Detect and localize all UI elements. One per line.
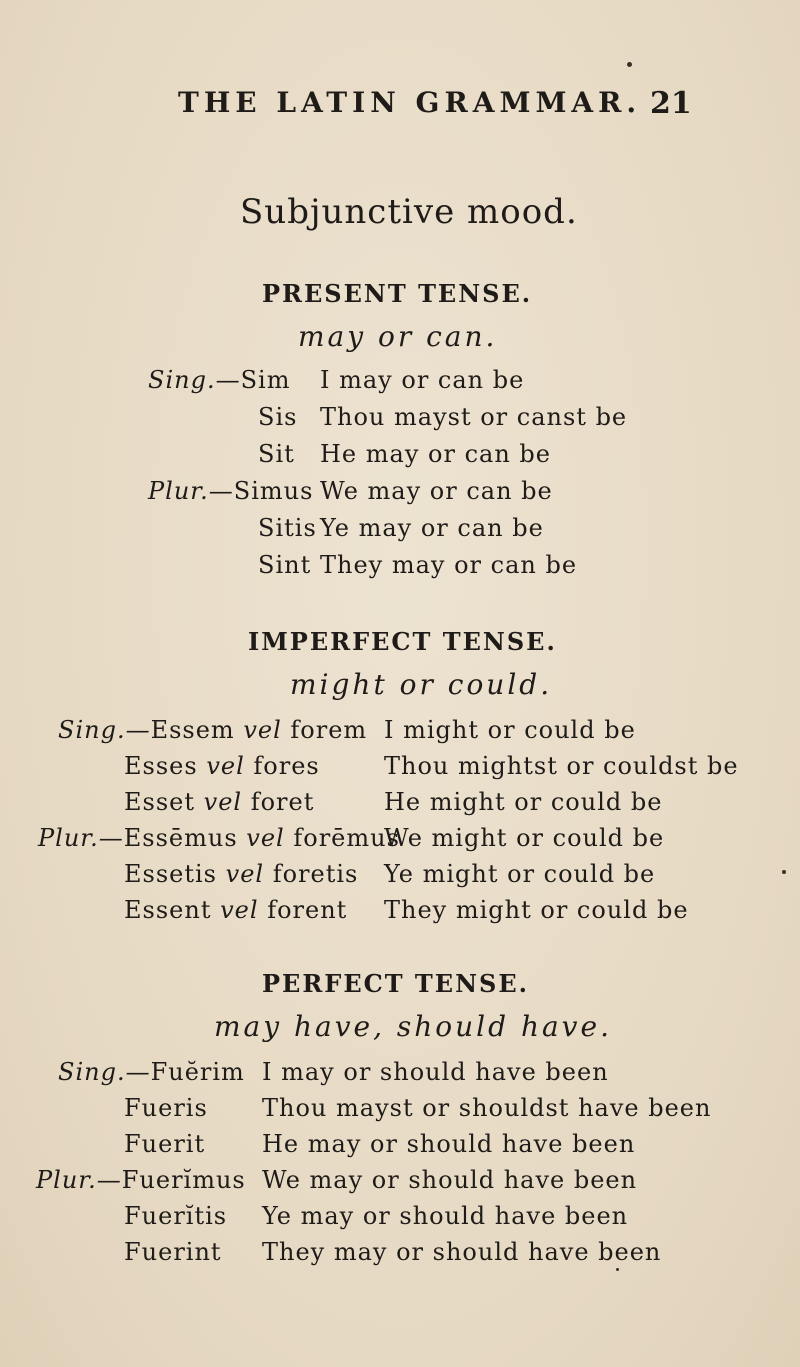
present-row-2: Sis: [258, 403, 298, 431]
perfect-row-5-english: Ye may or should have been: [262, 1202, 629, 1230]
present-tense-subtitle: may or can.: [298, 320, 498, 353]
present-row-5: Sitis: [258, 514, 317, 542]
imperfect-row-2: Esses vel fores: [124, 752, 320, 780]
paper-speck: [616, 1268, 619, 1271]
present-row-1-english: I may or can be: [320, 366, 525, 394]
perfect-row-2-english: Thou mayst or shouldst have been: [262, 1094, 712, 1122]
present-row-6-english: They may or can be: [320, 551, 578, 579]
present-row-3: Sit: [258, 440, 295, 468]
perfect-tense-title: PERFECT TENSE.: [262, 969, 530, 998]
imperfect-tense-subtitle: might or could.: [290, 668, 553, 701]
perfect-row-6: Fuerint: [124, 1238, 222, 1266]
perfect-row-1: Sing.—Fuĕrim: [58, 1058, 245, 1086]
page-number: 21: [650, 86, 692, 121]
present-row-4-english: We may or can be: [320, 477, 553, 505]
imperfect-row-6-english: They might or could be: [384, 896, 689, 924]
present-row-4: Plur.—Simus: [148, 477, 314, 505]
imperfect-row-5-english: Ye might or could be: [384, 860, 656, 888]
perfect-row-1-english: I may or should have been: [262, 1058, 609, 1086]
imperfect-row-3: Esset vel foret: [124, 788, 315, 816]
imperfect-row-1-english: I might or could be: [384, 716, 636, 744]
imperfect-row-2-english: Thou mightst or couldst be: [384, 752, 739, 780]
paper-speck: [627, 62, 632, 67]
present-row-1: Sing.—Sim: [148, 366, 291, 394]
present-row-3-english: He may or can be: [320, 440, 551, 468]
present-tense-title: PRESENT TENSE.: [262, 279, 533, 308]
imperfect-tense-title: IMPERFECT TENSE.: [248, 627, 557, 656]
present-row-2-english: Thou mayst or canst be: [320, 403, 628, 431]
perfect-row-5: Fuerĭtis: [124, 1202, 228, 1230]
imperfect-row-3-english: He might or could be: [384, 788, 663, 816]
paper-speck: [782, 870, 786, 874]
perfect-row-3: Fuerit: [124, 1130, 206, 1158]
perfect-row-3-english: He may or should have been: [262, 1130, 636, 1158]
perfect-row-4: Plur.—Fuerĭmus: [36, 1166, 246, 1194]
present-row-5-english: Ye may or can be: [320, 514, 544, 542]
mood-title: Subjunctive mood.: [240, 192, 578, 232]
imperfect-row-1: Sing.—Essem vel forem: [58, 716, 368, 744]
imperfect-row-4-english: We might or could be: [384, 824, 665, 852]
imperfect-row-4: Plur.—Essēmus vel forēmus: [38, 824, 400, 852]
present-row-6: Sint: [258, 551, 312, 579]
perfect-tense-subtitle: may have, should have.: [214, 1010, 612, 1043]
perfect-row-4-english: We may or should have been: [262, 1166, 638, 1194]
imperfect-row-6: Essent vel forent: [124, 896, 348, 924]
perfect-row-6-english: They may or should have been: [262, 1238, 662, 1266]
running-title: THE LATIN GRAMMAR.: [178, 86, 642, 119]
imperfect-row-5: Essetis vel foretis: [124, 860, 359, 888]
perfect-row-2: Fueris: [124, 1094, 208, 1122]
